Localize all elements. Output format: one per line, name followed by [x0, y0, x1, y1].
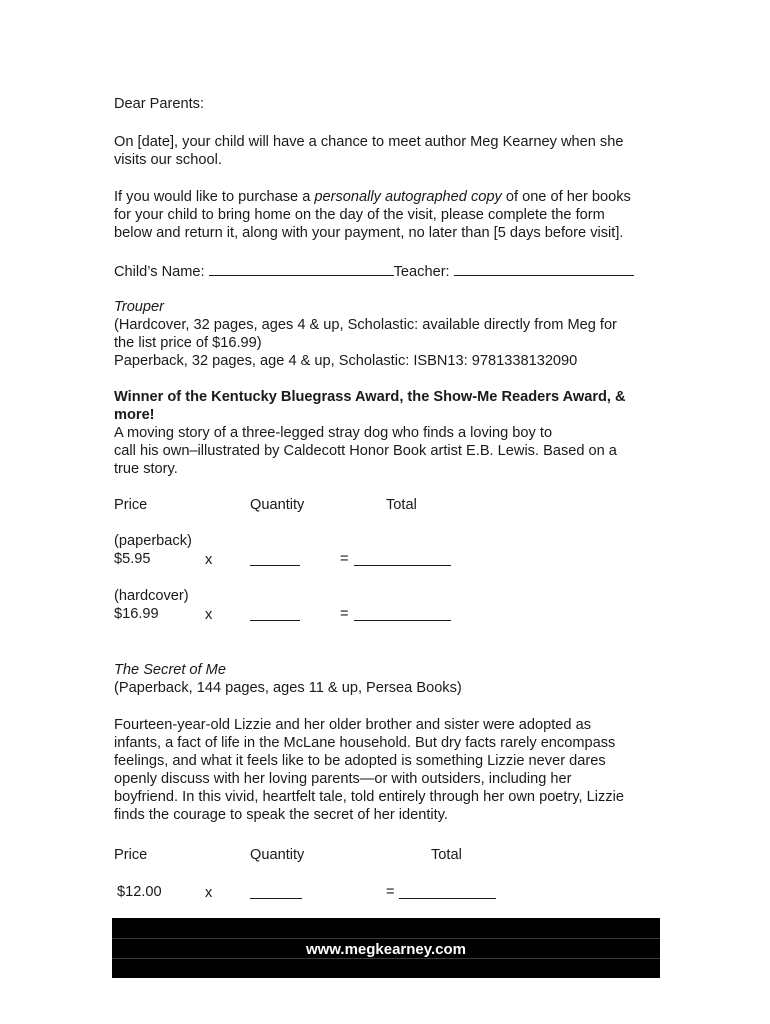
- price-header: Price: [114, 847, 148, 863]
- intro-line: visits our school.: [114, 152, 222, 168]
- quantity-header: Quantity: [250, 847, 305, 863]
- book-description: infants, a fact of life in the McLane household. But dry facts rarely encompass: [114, 735, 616, 751]
- total-header: Total: [431, 847, 462, 863]
- price-value: $12.00: [117, 884, 162, 900]
- quantity-field[interactable]: [250, 884, 302, 899]
- greeting: Dear Parents:: [114, 96, 205, 112]
- intro-line: On [date], your child will have a chance to meet author Meg Kearney when she: [114, 134, 624, 150]
- award-text: more!: [114, 407, 155, 423]
- child-name-label: Child’s Name:: [114, 264, 205, 280]
- equals-sign: =: [386, 884, 395, 900]
- total-header: Total: [386, 497, 417, 513]
- price-value: $16.99: [114, 606, 159, 622]
- purchase-emphasis: personally autographed copy: [314, 189, 502, 205]
- book-description: openly discuss with her loving parents—or with outsiders, including her: [114, 771, 572, 787]
- quantity-field[interactable]: [250, 551, 300, 566]
- purchase-line: for your child to bring home on the day of the visit, please complete the form: [114, 207, 605, 223]
- format-label: (hardcover): [114, 588, 189, 604]
- book-details: the list price of $16.99): [114, 335, 262, 351]
- purchase-text: If you would like to purchase a: [114, 189, 315, 205]
- times-sign: x: [205, 607, 213, 623]
- book-description: true story.: [114, 461, 178, 477]
- book-description: A moving story of a three-legged stray dog who finds a loving boy to: [114, 425, 553, 441]
- award-text: Winner of the Kentucky Bluegrass Award, the Show-Me Readers Award, &: [114, 389, 626, 405]
- price-header: Price: [114, 497, 148, 513]
- book-description: feelings, and what it feels like to be adopted is something Lizzie never dares: [114, 753, 606, 769]
- equals-sign: =: [340, 551, 349, 567]
- total-field[interactable]: [354, 606, 451, 621]
- footer-rule: [112, 938, 660, 939]
- book-title: Trouper: [114, 299, 165, 315]
- equals-sign: =: [340, 606, 349, 622]
- purchase-line: below and return it, along with your payment, no later than [5 days before visit].: [114, 225, 624, 241]
- book-description: Fourteen-year-old Lizzie and her older brother and sister were adopted as: [114, 717, 591, 733]
- book-title: The Secret of Me: [114, 662, 226, 678]
- purchase-text: of one of her books: [501, 189, 631, 205]
- book-details: (Hardcover, 32 pages, ages 4 & up, Scholastic: available directly from Meg for: [114, 317, 617, 333]
- purchase-line: [114, 188, 631, 206]
- child-name-field[interactable]: [209, 261, 394, 276]
- format-label: (paperback): [114, 533, 192, 549]
- book-description: call his own–illustrated by Caldecott Honor Book artist E.B. Lewis. Based on a: [114, 443, 617, 459]
- quantity-header: Quantity: [250, 497, 305, 513]
- teacher-label: Teacher:: [393, 264, 450, 280]
- total-field[interactable]: [354, 551, 451, 566]
- total-field[interactable]: [399, 884, 496, 899]
- price-value: $5.95: [114, 551, 151, 567]
- times-sign: x: [205, 885, 213, 901]
- footer-banner: [112, 918, 660, 978]
- times-sign: x: [205, 552, 213, 568]
- book-description: finds the courage to speak the secret of her identity.: [114, 807, 448, 823]
- book-details: (Paperback, 144 pages, ages 11 & up, Persea Books): [114, 680, 462, 696]
- teacher-field[interactable]: [454, 261, 634, 276]
- child-teacher-row: [114, 261, 634, 281]
- website-link[interactable]: www.megkearney.com: [305, 941, 467, 958]
- book-description: boyfriend. In this vivid, heartfelt tale, told entirely through her own poetry, Lizzie: [114, 789, 624, 805]
- book-details: Paperback, 32 pages, age 4 & up, Scholastic: ISBN13: 9781338132090: [114, 353, 578, 369]
- quantity-field[interactable]: [250, 606, 300, 621]
